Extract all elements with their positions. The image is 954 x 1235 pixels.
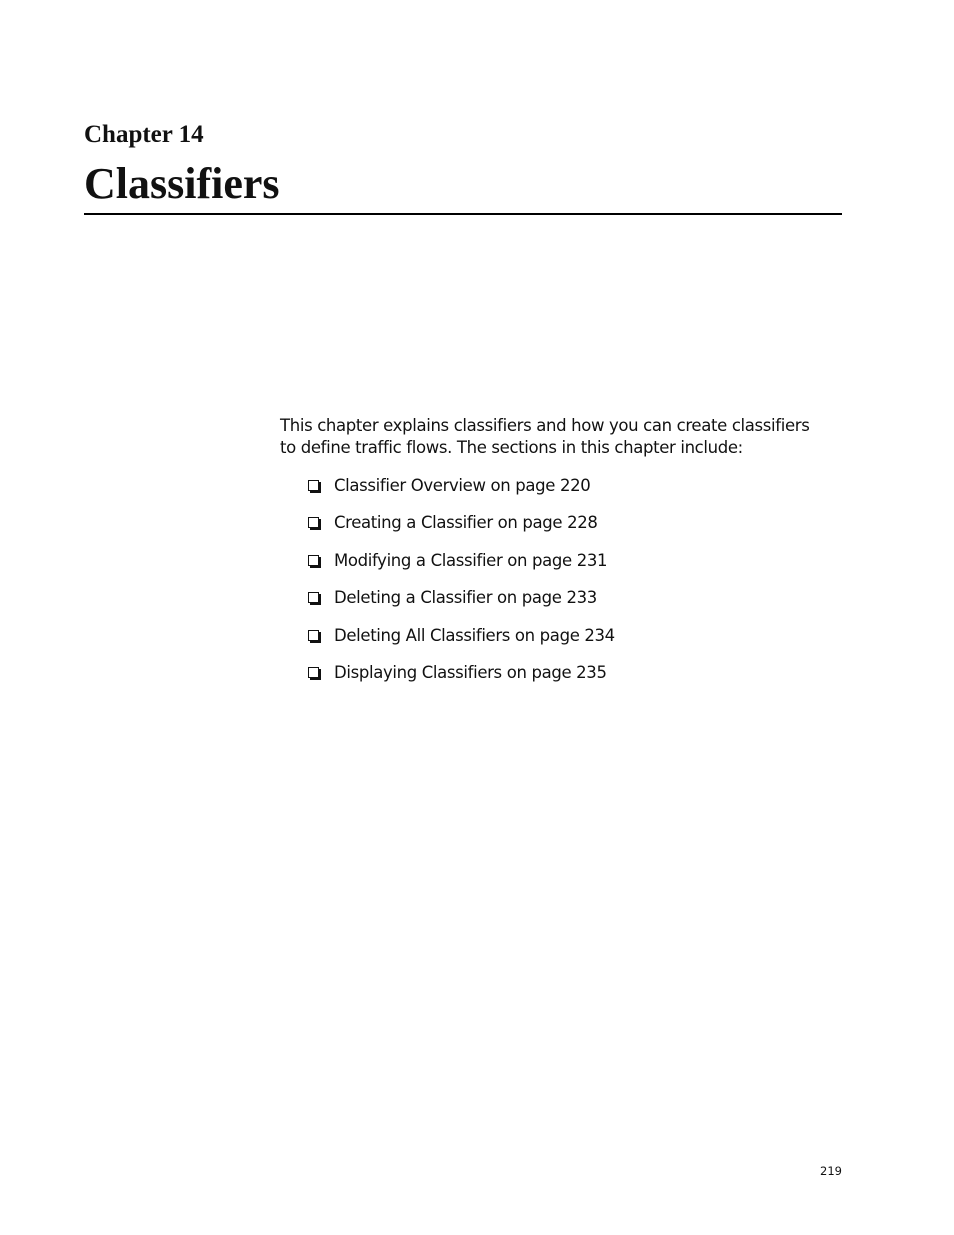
section-link-creating-classifier[interactable]: Creating a Classifier on page 228 (334, 513, 598, 533)
title-rule (84, 213, 842, 215)
intro-paragraph: This chapter explains classifiers and how you can create classifiers to define traffic flows. The sections in this chapter include: (280, 416, 810, 457)
checkbox-icon (308, 667, 319, 678)
checkbox-icon (308, 517, 319, 528)
list-item (308, 624, 615, 661)
section-link-displaying-classifiers[interactable]: Displaying Classifiers on page 235 (334, 662, 607, 682)
page-number: 219 (820, 1164, 842, 1178)
list-item (308, 586, 615, 623)
chapter-title: Classifiers (84, 159, 280, 208)
list-item (308, 511, 615, 548)
list-item (308, 549, 615, 586)
section-link-modifying-classifier[interactable]: Modifying a Classifier on page 231 (334, 550, 608, 570)
section-link-classifier-overview[interactable]: Classifier Overview on page 220 (334, 476, 591, 495)
chapter-label: Chapter 14 (84, 121, 204, 148)
checkbox-icon (308, 630, 319, 641)
checkbox-icon (308, 592, 319, 603)
list-item (308, 474, 615, 511)
checkbox-icon (308, 480, 319, 491)
section-link-deleting-classifier[interactable]: Deleting a Classifier on page 233 (334, 588, 597, 608)
section-link-deleting-all-classifiers[interactable]: Deleting All Classifiers on page 234 (334, 625, 615, 645)
list-item (308, 661, 615, 698)
section-list (308, 474, 615, 698)
checkbox-icon (308, 555, 319, 566)
